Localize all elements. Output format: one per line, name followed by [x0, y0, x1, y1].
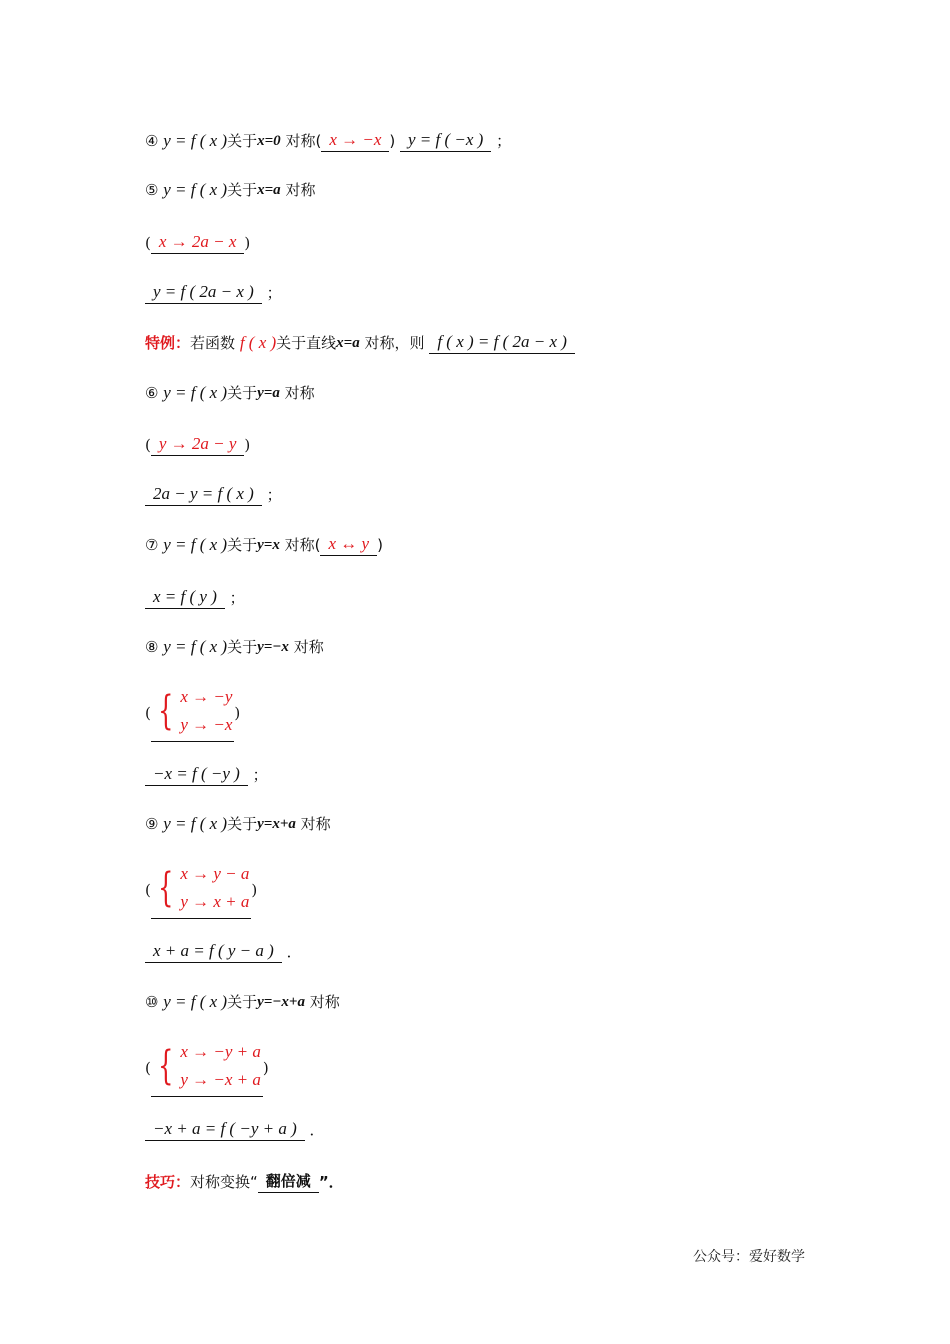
about-text: 关于 — [227, 132, 258, 150]
condition: y=−x — [257, 639, 289, 655]
about-text: 关于 — [227, 536, 258, 554]
item-9 — [145, 814, 331, 834]
symmetric-text: 对称 — [284, 384, 315, 402]
item-number: ⑧ — [145, 638, 159, 656]
function-expr: y = f ( x ) — [163, 383, 228, 402]
item-8-result — [145, 764, 268, 786]
mapping-line-2: y → x + a — [180, 892, 250, 911]
result-answer: y = f ( −x ) — [400, 130, 491, 152]
end-mark: ； — [266, 284, 282, 302]
condition: x=0 — [257, 133, 281, 149]
close-paren: ) — [244, 234, 251, 252]
item-number: ④ — [145, 132, 159, 150]
mapping-answer-system — [151, 683, 235, 742]
special-text-2: 关于直线 — [276, 334, 337, 352]
about-text: 关于 — [227, 181, 258, 199]
condition: y=x — [257, 537, 280, 553]
tip-text: 对称变换“ — [190, 1173, 258, 1191]
brace-icon: { — [157, 1043, 174, 1089]
special-label: 特例： — [145, 334, 191, 352]
mapping-answer-system — [151, 860, 252, 919]
special-result: f ( x ) = f ( 2a − x ) — [429, 332, 575, 354]
about-text: 关于 — [227, 384, 258, 402]
mapping-answer-system — [151, 1038, 263, 1097]
special-case — [145, 332, 575, 354]
function-expr: y = f ( x ) — [163, 992, 228, 1011]
result-answer: −x + a = f ( −y + a ) — [145, 1119, 305, 1141]
open-paren: ( — [145, 234, 151, 252]
item-10 — [145, 992, 340, 1012]
mapping-line-1: x → y − a — [180, 864, 250, 883]
result-answer: x + a = f ( y − a ) — [145, 941, 282, 963]
end-mark: ； — [496, 132, 512, 150]
tip — [145, 1171, 344, 1193]
footer-watermark: 公众号：爱好数学 — [693, 1249, 805, 1265]
brace-icon: { — [157, 865, 174, 911]
function-expr: y = f ( x ) — [163, 131, 228, 150]
mapping-line-1: x → −y — [180, 687, 233, 706]
open-paren: ( — [145, 436, 151, 454]
function-expr: y = f ( x ) — [163, 814, 228, 833]
tip-answer: 翻倍减 — [258, 1171, 319, 1193]
symmetric-text: 对称 — [285, 181, 316, 199]
end-mark: ； — [252, 766, 268, 784]
item-4 — [145, 130, 511, 152]
symmetric-text: 对称 — [293, 638, 324, 656]
special-text-3: 对称，则 — [364, 334, 425, 352]
open-paren: ( — [145, 703, 151, 722]
tip-end: ”． — [318, 1173, 344, 1191]
about-text: 关于 — [227, 638, 258, 656]
brace-icon: { — [157, 688, 174, 734]
condition: y=a — [257, 385, 280, 401]
result-answer: −x = f ( −y ) — [145, 764, 248, 786]
item-10-result — [145, 1119, 325, 1141]
mapping-line-1: x → −y + a — [180, 1042, 261, 1061]
special-text-1: 若函数 — [190, 334, 236, 352]
about-text: 关于 — [227, 815, 258, 833]
close-paren: ) — [377, 536, 383, 554]
function-expr: y = f ( x ) — [163, 535, 228, 554]
function-expr: y = f ( x ) — [163, 180, 228, 199]
condition: y=x+a — [257, 816, 296, 832]
result-answer: x = f ( y ) — [145, 587, 225, 609]
special-function: f ( x ) — [239, 333, 277, 352]
open-paren: ( — [145, 880, 151, 899]
item-6 — [145, 383, 315, 403]
symmetric-text: 对称 — [300, 815, 331, 833]
close-paren: ) — [251, 880, 258, 899]
mapping-answer: y → 2a − y — [151, 434, 245, 456]
symmetric-text: 对称( — [284, 536, 321, 554]
open-paren: ( — [145, 1058, 151, 1077]
close-paren: ) — [244, 436, 251, 454]
item-5-mapping — [145, 232, 250, 254]
item-6-mapping — [145, 434, 250, 456]
mapping-line-2: y → −x — [180, 715, 233, 734]
item-number: ⑤ — [145, 181, 159, 199]
close-paren: ) — [234, 703, 241, 722]
end-mark: ． — [286, 943, 302, 961]
item-7 — [145, 534, 383, 556]
symmetric-text: 对称( — [285, 132, 322, 150]
condition: x=a — [257, 182, 281, 198]
item-6-result — [145, 484, 282, 506]
item-9-mapping — [145, 860, 257, 919]
special-condition: x=a — [336, 335, 360, 351]
item-10-mapping — [145, 1038, 269, 1097]
condition: y=−x+a — [257, 994, 305, 1010]
item-5 — [145, 180, 315, 200]
about-text: 关于 — [227, 993, 258, 1011]
end-mark: ； — [229, 589, 245, 607]
item-number: ⑨ — [145, 815, 159, 833]
result-answer: y = f ( 2a − x ) — [145, 282, 262, 304]
end-mark: ； — [266, 486, 282, 504]
item-7-result — [145, 587, 245, 609]
result-answer: 2a − y = f ( x ) — [145, 484, 262, 506]
end-mark: ． — [309, 1121, 325, 1139]
symmetric-text: 对称 — [309, 993, 340, 1011]
mapping-line-2: y → −x + a — [180, 1070, 261, 1089]
item-8-mapping — [145, 683, 240, 742]
mapping-answer: x → 2a − x — [151, 232, 245, 254]
item-number: ⑩ — [145, 993, 159, 1011]
item-8 — [145, 637, 324, 657]
close-paren: ) — [262, 1058, 269, 1077]
item-5-result — [145, 282, 282, 304]
tip-label: 技巧： — [145, 1173, 191, 1191]
item-number: ⑦ — [145, 536, 159, 554]
mapping-answer: x ↔ y — [320, 534, 377, 556]
mapping-answer: x → −x — [321, 130, 389, 152]
item-number: ⑥ — [145, 384, 159, 402]
item-9-result — [145, 941, 302, 963]
close-paren: ) — [389, 132, 396, 150]
function-expr: y = f ( x ) — [163, 637, 228, 656]
